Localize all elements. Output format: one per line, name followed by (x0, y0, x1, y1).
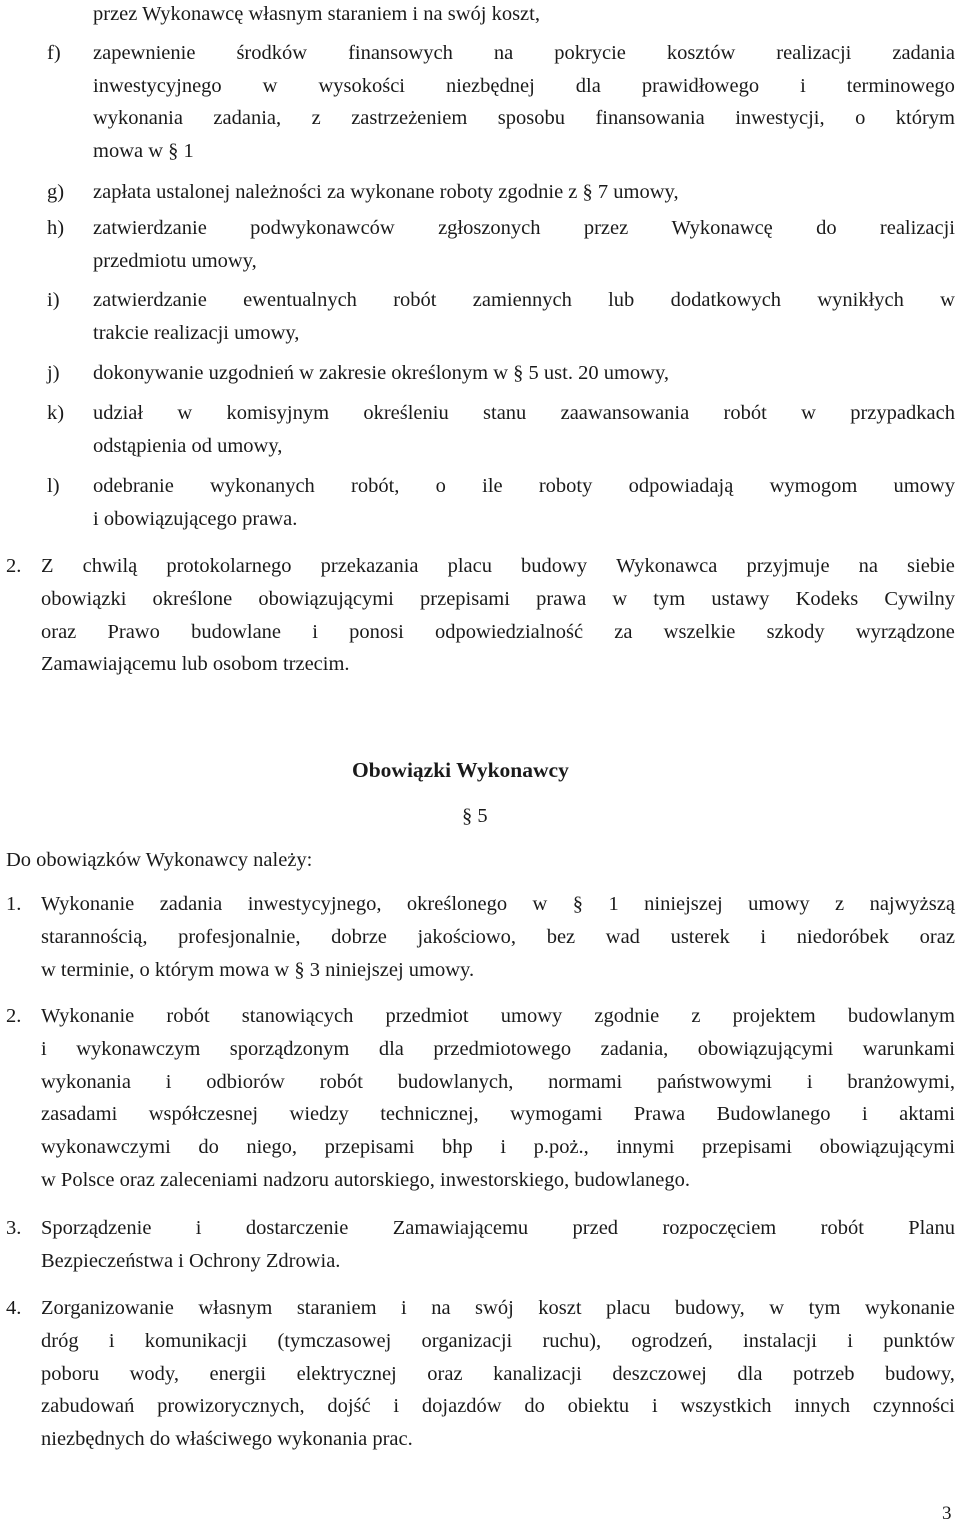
word: ogrodzeń, (631, 1329, 713, 1352)
sub-item-label: l) (47, 475, 60, 497)
word: koszt (538, 1297, 582, 1319)
word: o (855, 107, 866, 129)
obligation-line (41, 1364, 955, 1385)
word: prowizorycznych, (157, 1395, 305, 1418)
word: dodatkowych (670, 289, 782, 311)
sub-item-line (93, 218, 955, 239)
word: oraz (427, 1362, 463, 1385)
sub-item-label: g) (47, 181, 65, 203)
obligations-intro: Do obowiązków Wykonawcy należy: (6, 849, 313, 871)
word: wysokości (318, 74, 406, 97)
word: budowy (521, 555, 588, 577)
word: odpowiedzialność (435, 620, 584, 643)
sub-item-label: j) (47, 362, 60, 384)
obligation-line (41, 1396, 955, 1417)
word: przedmiotowego (433, 1037, 572, 1060)
word: budowlane (191, 620, 282, 643)
word: ruchu), (542, 1329, 602, 1352)
obligation-label: 3. (6, 1217, 22, 1239)
word: umowy (893, 475, 955, 497)
word: branżowymi, (847, 1070, 955, 1093)
word: przedmiot (385, 1005, 469, 1027)
word: odbiorów (206, 1070, 285, 1093)
word: wody, (129, 1362, 179, 1385)
word: bez (546, 925, 576, 948)
word: niego, (246, 1136, 298, 1159)
word: organizacji (421, 1329, 513, 1352)
word: dojazdów (421, 1395, 502, 1418)
word: na (493, 42, 514, 64)
word: prawa (536, 587, 587, 610)
word: przez (583, 217, 629, 239)
word: zatwierdzanie (93, 289, 207, 311)
word: wykonawczymi (41, 1136, 171, 1159)
word: tym (808, 1297, 841, 1319)
word: wyrządzone (855, 620, 955, 643)
word: Prawo (107, 620, 160, 643)
word: Zorganizowanie (41, 1297, 174, 1319)
word: dostarczenie (245, 1217, 349, 1239)
word: zadania (892, 42, 955, 64)
word: dojść (327, 1395, 371, 1418)
word: obowiązującymi (258, 587, 394, 610)
word: Prawa (633, 1103, 686, 1126)
sub-item-line (93, 76, 955, 97)
word: którym (895, 107, 955, 129)
word: i (401, 1297, 407, 1319)
word: o (435, 475, 446, 497)
word: podwykonawców (250, 217, 395, 239)
word: z (835, 893, 845, 915)
word: innymi (616, 1136, 675, 1159)
sub-item-label: i) (47, 289, 60, 311)
word: Sporządzenie (41, 1217, 152, 1239)
word: budowlanym (847, 1005, 955, 1027)
word: przekazania (320, 555, 419, 577)
sub-item-line: mowa w § 1 (93, 139, 194, 162)
word: staraniem (296, 1297, 377, 1319)
word: ile (482, 475, 503, 497)
sub-item-line: dokonywanie uzgodnień w zakresie określonym w § 5 ust. 20 umowy, (93, 362, 669, 384)
word: chwilą (82, 555, 138, 577)
word: Wykonawca (616, 555, 718, 577)
word: ponosi (349, 620, 404, 643)
word: w (612, 587, 628, 610)
word: niniejszej (644, 893, 723, 915)
sub-item-label: h) (47, 217, 65, 239)
word: wynikłych (817, 289, 904, 311)
word: wad (605, 925, 640, 948)
word: komunikacji (144, 1329, 248, 1352)
word: zamiennych (472, 289, 572, 311)
word: Wykonawcę (671, 217, 773, 239)
word: odebranie (93, 475, 174, 497)
word: jakościowo, (417, 925, 517, 948)
sub-item-line (93, 43, 955, 64)
word: dla (378, 1037, 404, 1060)
word: tym (653, 587, 686, 610)
word: placu (606, 1297, 651, 1319)
word: do (198, 1136, 219, 1159)
word: robót (393, 289, 437, 311)
word: w (262, 74, 278, 97)
word: Budowlanego (716, 1103, 831, 1126)
word: zgodnie (594, 1005, 660, 1027)
word: elektrycznej (296, 1362, 397, 1385)
word: oraz (41, 620, 77, 643)
page-number: 3 (942, 1503, 952, 1524)
word: Wykonanie (41, 1005, 135, 1027)
obligation-line: niezbędnych do właściwego wykonania prac. (41, 1428, 413, 1451)
word: niezbędnej (446, 74, 535, 97)
word: starannością, (41, 925, 148, 948)
obligation-line (41, 1331, 955, 1352)
word: normami (548, 1070, 623, 1093)
word: lub (608, 289, 635, 311)
word: roboty (538, 475, 593, 497)
word: profesjonalnie, (178, 925, 301, 948)
word: zgłoszonych (438, 217, 541, 239)
word: siebie (907, 555, 955, 577)
word: za (614, 620, 633, 643)
word: bhp (442, 1136, 473, 1159)
intro-tail-line: przez Wykonawcę własnym staraniem i na swój koszt, (93, 3, 540, 25)
obligation-line: w terminie, o którym mowa w § 3 niniejszej umowy. (41, 958, 475, 981)
obligation-line (41, 1104, 955, 1125)
point-line: Zamawiającemu lub osobom trzecim. (41, 653, 350, 676)
word: Cywilny (884, 587, 955, 610)
word: zatwierdzanie (93, 217, 207, 239)
word: określeniu (363, 402, 449, 424)
word: i (195, 1217, 202, 1239)
word: Zamawiającemu (392, 1217, 529, 1239)
word: finansowania (595, 107, 705, 129)
word: poboru (41, 1362, 100, 1385)
word: dobrze (331, 925, 387, 948)
sub-item-line (93, 108, 955, 129)
word: zapewnienie (93, 42, 196, 64)
obligation-label: 4. (6, 1297, 22, 1319)
point-label: 2. (6, 555, 22, 577)
word: budowy, (674, 1297, 745, 1319)
word: inwestycyjnego (93, 74, 222, 97)
word: (tymczasowej (277, 1329, 392, 1352)
word: swój (475, 1297, 514, 1319)
word: zaawansowania (560, 402, 690, 424)
word: przepisami (701, 1136, 792, 1159)
word: realizacji (879, 217, 955, 239)
word: pokrycie (554, 42, 626, 64)
word: i (41, 1037, 47, 1060)
obligation-line (41, 1137, 955, 1158)
sub-item-line (93, 403, 955, 424)
word: określone (152, 587, 233, 610)
obligation-label: 1. (6, 893, 22, 915)
word: udział (93, 402, 144, 424)
word: do (524, 1395, 545, 1418)
word: i (500, 1136, 507, 1159)
word: wykonanie (864, 1297, 955, 1319)
word: budowy, (885, 1362, 955, 1385)
word: wykonawczym (76, 1037, 201, 1060)
word: instalacji (743, 1329, 818, 1352)
word: wszelkie (663, 620, 736, 643)
word: przed (572, 1217, 619, 1239)
word: państwowymi (656, 1070, 773, 1093)
word: szkody (766, 620, 825, 643)
word: kosztów (666, 42, 736, 64)
word: przypadkach (850, 402, 955, 424)
point-line (41, 556, 955, 577)
obligation-line (41, 1298, 955, 1319)
word: stanowiących (241, 1005, 354, 1027)
sub-item-line: trakcie realizacji umowy, (93, 321, 300, 344)
sub-item-line: odstąpienia od umowy, (93, 434, 283, 457)
word: technicznej, (380, 1103, 479, 1126)
word: dla (737, 1362, 763, 1385)
sub-item-line (93, 476, 955, 497)
point-line (41, 622, 955, 643)
obligation-line (41, 894, 955, 915)
word: aktami (899, 1103, 955, 1126)
word: wykonania (41, 1070, 131, 1093)
word: rozpoczęciem (662, 1217, 777, 1239)
word: dla (575, 74, 601, 97)
word: robót (319, 1070, 363, 1093)
word: stanu (483, 402, 527, 424)
word: zabudowań (41, 1395, 135, 1418)
word: obowiązki (41, 587, 127, 610)
word: inwestycyjnego, (247, 893, 382, 915)
word: sporządzonym (229, 1037, 350, 1060)
word: i (108, 1329, 115, 1352)
word: w (769, 1297, 785, 1319)
word: w (177, 402, 193, 424)
word: kanalizacji (493, 1362, 582, 1385)
word: niedoróbek (796, 925, 889, 948)
word: wszystkich (680, 1395, 772, 1418)
word: § (572, 893, 584, 915)
sub-item-line: i obowiązującego prawa. (93, 507, 298, 530)
word: i (800, 74, 806, 97)
word: przepisami (324, 1136, 415, 1159)
word: energii (209, 1362, 267, 1385)
word: wymogami (510, 1103, 603, 1126)
sub-item-label: f) (47, 42, 61, 64)
word: i (806, 1070, 813, 1093)
word: i (847, 1329, 853, 1352)
word: wiedzy (289, 1103, 349, 1126)
word: ustawy (711, 587, 770, 610)
obligation-label: 2. (6, 1005, 22, 1027)
word: środków (236, 42, 308, 64)
word: i (165, 1070, 172, 1093)
word: przyjmuje (746, 555, 830, 577)
word: i (861, 1103, 868, 1126)
word: i (312, 620, 318, 643)
word: sposobu (497, 107, 565, 129)
word: Planu (908, 1217, 955, 1239)
obligation-line (41, 1039, 955, 1060)
word: potrzeb (793, 1362, 855, 1385)
word: robót (166, 1005, 210, 1027)
word: do (816, 217, 837, 239)
word: przepisami (420, 587, 510, 610)
word: budowlanych, (397, 1070, 514, 1093)
word: odpowiadają (628, 475, 734, 497)
word: Z (41, 555, 54, 577)
word: i (393, 1395, 400, 1418)
word: i (760, 925, 767, 948)
word: komisyjnym (226, 402, 330, 424)
obligation-line: Bezpieczeństwa i Ochrony Zdrowia. (41, 1249, 341, 1272)
word: w (801, 402, 816, 424)
word: umowy (748, 893, 810, 915)
word: protokolarnego (166, 555, 292, 577)
section-title: Obowiązki Wykonawcy (352, 758, 569, 782)
sub-item-line: przedmiotu umowy, (93, 249, 257, 272)
obligation-line: w Polsce oraz zaleceniami nadzoru autorskiego, inwestorskiego, budowlanego. (41, 1169, 690, 1191)
obligation-line (41, 1072, 955, 1093)
word: na (431, 1297, 451, 1319)
word: wykonania (93, 107, 183, 129)
word: obowiązującymi (697, 1037, 834, 1060)
word: inwestycji, (735, 107, 825, 129)
word: dróg (41, 1329, 79, 1352)
sub-item-label: k) (47, 402, 65, 424)
word: w (940, 289, 955, 311)
word: umowy (500, 1005, 563, 1027)
word: obiektu (567, 1395, 630, 1418)
word: finansowych (348, 42, 453, 64)
word: własnym (198, 1297, 273, 1319)
word: Kodeks (795, 587, 859, 610)
sub-item-line (93, 290, 955, 311)
word: i (651, 1395, 658, 1418)
word: zadania, (600, 1037, 669, 1060)
word: zastrzeżeniem (351, 107, 468, 129)
word: w (532, 893, 548, 915)
point-line (41, 589, 955, 610)
word: punktów (883, 1329, 955, 1352)
word: wykonanych (210, 475, 315, 497)
word: placu (447, 555, 492, 577)
word: zadania, (213, 107, 282, 129)
word: projektem (732, 1005, 816, 1027)
word: ewentualnych (243, 289, 357, 311)
word: prawidłowego (641, 74, 760, 97)
word: p.poż., (533, 1136, 589, 1159)
word: na (858, 555, 878, 577)
word: innych (794, 1395, 851, 1418)
obligation-line (41, 927, 955, 948)
word: robót (723, 402, 767, 424)
word: z (691, 1005, 701, 1027)
word: robót (820, 1217, 864, 1239)
word: zasadami (41, 1103, 118, 1126)
word: warunkami (862, 1037, 955, 1060)
word: realizacji (776, 42, 852, 64)
obligation-line (41, 1006, 955, 1027)
word: określonego (406, 893, 508, 915)
word: czynności (872, 1395, 955, 1418)
word: z (311, 107, 321, 129)
word: robót, (351, 475, 400, 497)
word: Wykonanie (41, 893, 135, 915)
word: usterek (670, 925, 730, 948)
word: deszczowej (612, 1362, 707, 1385)
word: obowiązującymi (819, 1136, 955, 1159)
word: terminowego (846, 74, 955, 97)
word: współczesnej (148, 1103, 259, 1126)
word: zadania (159, 893, 223, 915)
section-number: § 5 (462, 805, 488, 827)
word: wymogom (769, 475, 858, 497)
obligation-line (41, 1218, 955, 1239)
word: najwyższą (869, 893, 955, 915)
sub-item-line: zapłata ustalonej należności za wykonane roboty zgodnie z § 7 umowy, (93, 181, 679, 203)
word: oraz (919, 925, 955, 948)
word: 1 (608, 893, 619, 915)
